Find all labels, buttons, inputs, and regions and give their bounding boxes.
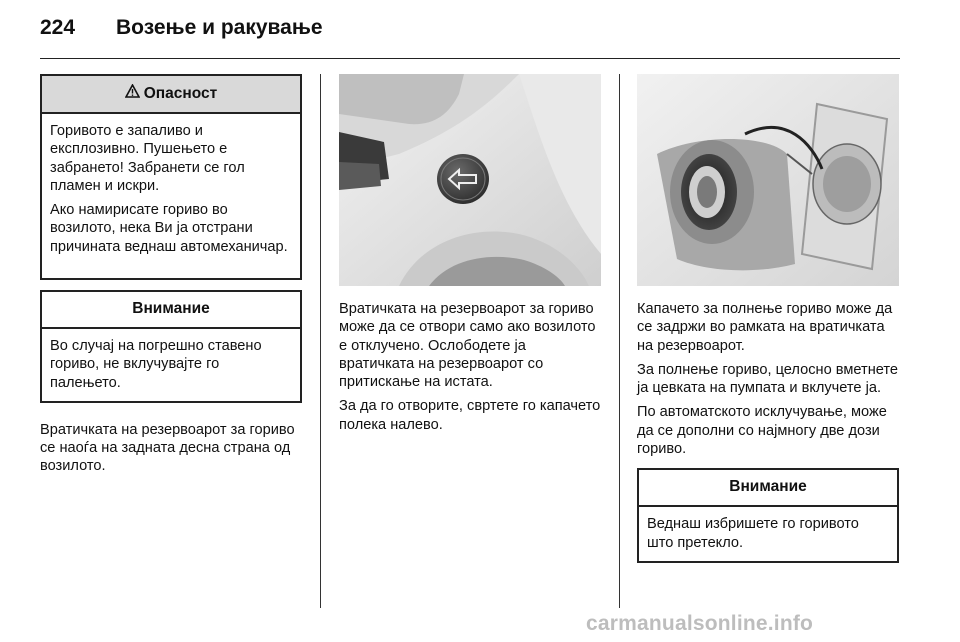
- cap-turn-text: За да го отворите, свртете го капачето полека налево.: [339, 398, 601, 433]
- caution-text: Во случај на погрешно ставено гориво, не вклучувајте го палењето.: [50, 338, 262, 391]
- danger-text-2: Ако намирисате гориво во возилото, нека Ви ја отстрани причината веднаш автомеханичар.: [50, 202, 288, 255]
- column-divider-2: [619, 74, 620, 608]
- caution-box-2-header: Внимание: [639, 470, 897, 507]
- caution-box-body: [42, 329, 300, 401]
- column-left: [40, 74, 302, 482]
- fuel-door-location-text: Вратичката на резервоарот за гориво се наоѓа на задната десна страна од возилото.: [40, 421, 295, 475]
- caution-box-2: [637, 468, 899, 563]
- danger-text-1: Горивото е запаливо и експлозивно. Пушењето е забрането! Забранети се гол пламен и искри.: [50, 123, 245, 194]
- header-rule: [40, 58, 900, 59]
- warning-triangle-icon: [125, 84, 140, 101]
- column-right: [637, 74, 899, 563]
- danger-box-title: Опасност: [143, 85, 218, 102]
- caution-box: [40, 290, 302, 403]
- caution-box-header: Внимание: [42, 292, 300, 329]
- caution-2-text: Веднаш избришете го горивото што претекло.: [647, 516, 859, 551]
- auto-cutoff-text: По автоматското исклучување, може да се дополни со најмногу две дози гориво.: [637, 404, 887, 458]
- caution-box-2-body: [639, 507, 897, 561]
- danger-box: [40, 74, 302, 280]
- fuel-door-closed-photo: [339, 74, 601, 286]
- cap-holder-text: Капачето за полнење гориво може да се задржи во рамката на вратичката на резервоарот.: [637, 301, 893, 354]
- refuel-text: За полнење гориво, целосно вметнете ја цевката на пумпата и вклучете ја.: [637, 361, 899, 397]
- fuel-cap-open-photo: [637, 74, 899, 286]
- danger-box-body: [42, 114, 300, 265]
- page-header: [40, 16, 323, 46]
- column-middle: [339, 74, 601, 440]
- column-divider-1: [320, 74, 321, 608]
- watermark: carmanualsonline.info: [586, 612, 814, 635]
- danger-box-header: [42, 76, 300, 114]
- page-number: 224: [40, 16, 76, 39]
- page-title: Возење и ракување: [116, 16, 323, 39]
- fuel-door-open-text: Вратичката на резервоарот за гориво може да се отвори само ако возилото е отклучено. Ослободете ја вратичката на резервоарот со притискање на истата.: [339, 301, 596, 391]
